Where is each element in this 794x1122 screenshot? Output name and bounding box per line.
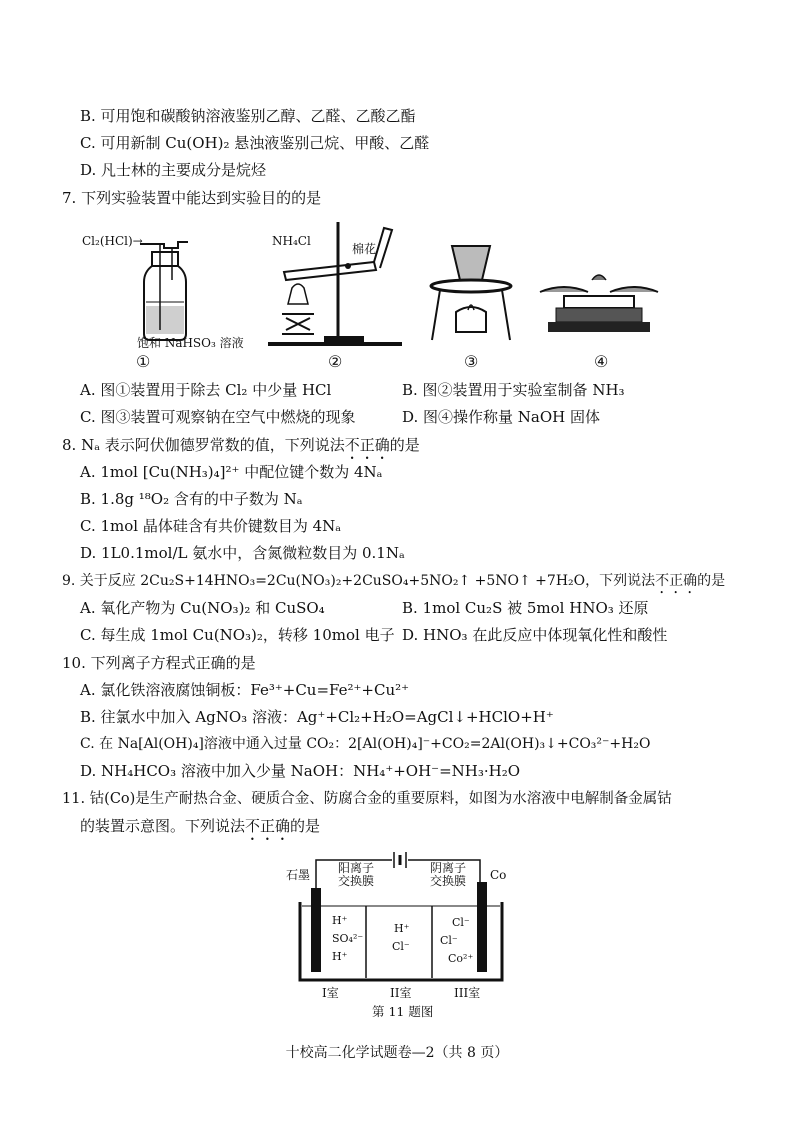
q7-figure-1 xyxy=(82,226,244,352)
q7-figure-3 xyxy=(426,240,516,346)
room2-ion-2: Cl⁻ xyxy=(392,940,410,953)
room1-ion-1: H⁺ xyxy=(332,914,348,927)
q9-option-c: C. 每生成 1mol Cu(NO₃)₂，转移 10mol 电子 xyxy=(80,626,395,644)
q8-stem-text: 8. Nₐ 表示阿伏伽德罗常数的值，下列说法 xyxy=(62,436,345,454)
balance-scale-icon xyxy=(534,266,664,338)
q10-option-b: B. 往氯水中加入 AgNO₃ 溶液：Ag⁺+Cl₂+H₂O=AgCl↓+HClO+H⁺ xyxy=(80,708,554,726)
room3-label: III室 xyxy=(454,986,481,1000)
q8-option-a: A. 1mol [Cu(NH₃)₄]²⁺ 中配位键个数为 4Nₐ xyxy=(80,463,383,481)
fig3-number: ③ xyxy=(464,352,479,371)
anion-membrane-label: 阴离子 交换膜 xyxy=(430,861,467,888)
room3-ion-1: Cl⁻ xyxy=(452,916,470,929)
q9-emphasis: 不正确 xyxy=(655,573,698,589)
q10-option-c: C. 在 Na[Al(OH)₄]溶液中通入过量 CO₂：2[Al(OH)₄]⁻+CO₂=2Al(OH)₃↓+CO₃²⁻+H₂O xyxy=(80,736,651,752)
room2-label: II室 xyxy=(390,986,412,1000)
fig4-number: ④ xyxy=(594,352,609,371)
q11-stem-line1: 11. 钴(Co)是生产耐热合金、硬质合金、防腐合金的重要原料，如图为水溶液中电解制备金属钴 xyxy=(62,791,672,807)
q7-option-a: A. 图①装置用于除去 Cl₂ 中少量 HCl xyxy=(80,381,332,399)
q9-stem-end: 的是 xyxy=(697,573,726,589)
crucible-tripod-icon xyxy=(426,240,516,346)
fig1-gas-label: Cl₂(HCl)→ xyxy=(82,234,143,248)
room2-ion-1: H⁺ xyxy=(394,922,410,935)
q11-stem-end: 的是 xyxy=(290,817,321,835)
q11-electrolysis-figure xyxy=(280,846,520,1026)
q7-option-c: C. 图③装置可观察钠在空气中燃烧的现象 xyxy=(80,408,356,426)
cobalt-electrode-label: Co xyxy=(490,868,507,882)
q7-option-d: D. 图④操作称量 NaOH 固体 xyxy=(402,408,601,426)
page-footer: 十校高二化学试题卷—2（共 8 页） xyxy=(285,1045,509,1061)
q9-stem xyxy=(62,571,725,597)
q7-figure-2 xyxy=(268,218,408,348)
q10-option-d: D. NH₄HCO₃ 溶液中加入少量 NaOH：NH₄⁺+OH⁻=NH₃·H₂O xyxy=(80,762,521,780)
q8-option-d: D. 1L0.1mol/L 氨水中，含氮微粒数目为 0.1Nₐ xyxy=(80,544,405,562)
fig1-number: ① xyxy=(136,352,151,371)
q7-figure-4 xyxy=(534,266,664,338)
fig2-cotton-label: 棉花 xyxy=(352,242,377,256)
q11-emphasis: 不正确 xyxy=(245,817,291,835)
fig1-solution-label: 饱和 NaHSO₃ 溶液 xyxy=(137,336,244,350)
room1-ion-3: H⁺ xyxy=(332,950,348,963)
fig2-reagent-label: NH₄Cl xyxy=(272,234,311,248)
q6-option-b: B. 可用饱和碳酸钠溶液鉴别乙醇、乙醛、乙酸乙酯 xyxy=(80,107,416,125)
q8-option-b: B. 1.8g ¹⁸O₂ 含有的中子数为 Nₐ xyxy=(80,490,303,508)
figure-caption: 第 11 题图 xyxy=(372,1004,434,1019)
graphite-label: 石墨 xyxy=(286,868,311,882)
q8-option-c: C. 1mol 晶体硅含有共价键数目为 4Nₐ xyxy=(80,517,342,535)
fig2-number: ② xyxy=(328,352,343,371)
q8-stem xyxy=(62,435,420,463)
q9-option-b: B. 1mol Cu₂S 被 5mol HNO₃ 还原 xyxy=(402,599,649,617)
q6-option-d: D. 凡士林的主要成分是烷烃 xyxy=(80,161,267,179)
ammonia-apparatus-icon xyxy=(268,218,408,348)
room3-ion-3: Co²⁺ xyxy=(448,952,474,965)
q10-stem: 10. 下列离子方程式正确的是 xyxy=(62,654,256,672)
q10-option-a: A. 氯化铁溶液腐蚀铜板：Fe³⁺+Cu=Fe²⁺+Cu²⁺ xyxy=(80,681,410,699)
q7-option-b: B. 图②装置用于实验室制备 NH₃ xyxy=(402,381,625,399)
q9-stem-text: 9. 关于反应 2Cu₂S+14HNO₃=2Cu(NO₃)₂+2CuSO₄+5NO₂↑ +5NO↑ +7H₂O，下列说法 xyxy=(62,573,656,589)
room1-ion-2: SO₄²⁻ xyxy=(332,932,364,945)
q8-stem-end: 的是 xyxy=(389,436,420,454)
q7-stem: 7. 下列实验装置中能达到实验目的的是 xyxy=(62,189,322,207)
room3-ion-2: Cl⁻ xyxy=(440,934,458,947)
room1-label: I室 xyxy=(322,986,339,1000)
q9-option-d: D. HNO₃ 在此反应中体现氧化性和酸性 xyxy=(402,626,668,644)
q8-emphasis: 不正确 xyxy=(344,436,390,454)
q9-option-a: A. 氧化产物为 Cu(NO₃)₂ 和 CuSO₄ xyxy=(80,599,325,617)
q11-stem-line2 xyxy=(80,816,320,844)
q11-stem-text: 的装置示意图。下列说法 xyxy=(80,817,246,835)
q6-option-c: C. 可用新制 Cu(OH)₂ 悬浊液鉴别己烷、甲酸、乙醛 xyxy=(80,134,430,152)
cation-membrane-label: 阳离子 交换膜 xyxy=(338,861,375,888)
